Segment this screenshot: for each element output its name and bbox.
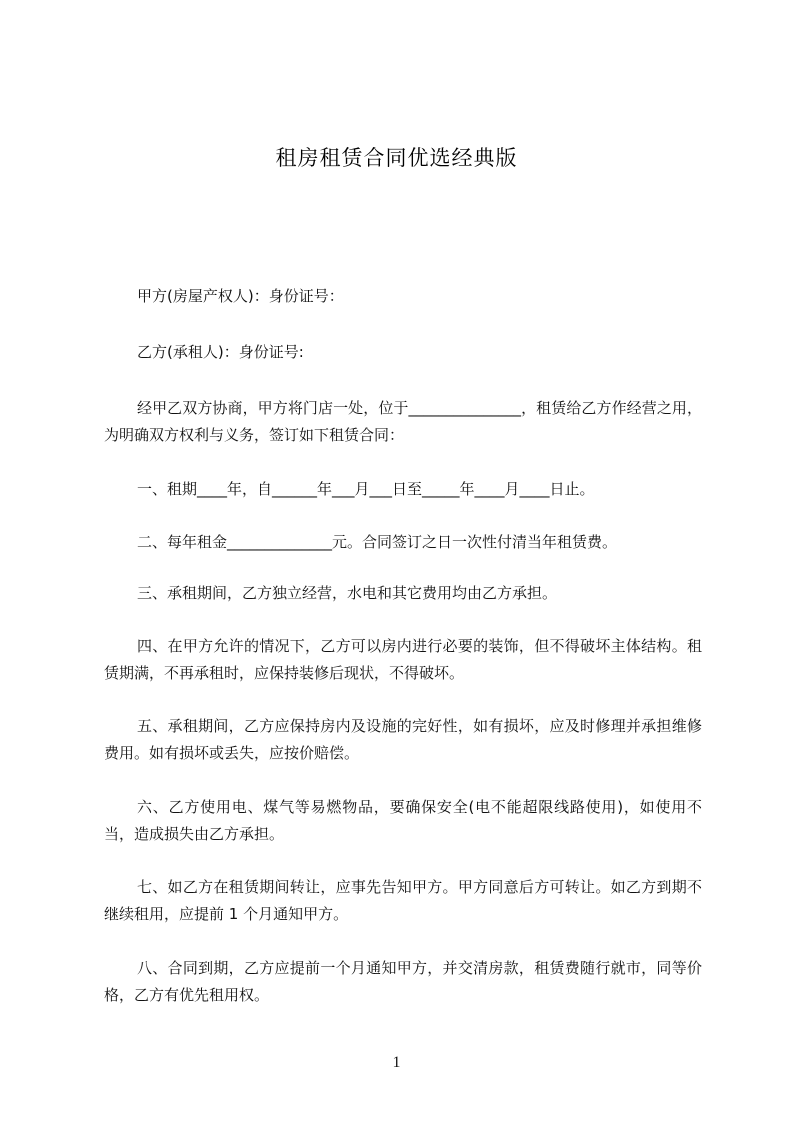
party-b-line: 乙方(承租人)：身份证号: <box>137 343 304 361</box>
party-a-line: 甲方(房屋产权人)：身份证号： <box>137 287 344 305</box>
document-title: 租房租赁合同优选经典版 <box>275 146 518 170</box>
clause-8: 八、合同到期，乙方应提前一个月通知甲方，并交清房款，租赁费随行就市，同等价格，乙方有优先租用权。 <box>104 959 702 1004</box>
clause-3: 三、承租期间，乙方独立经营，水电和其它费用均由乙方承担。 <box>137 584 558 602</box>
clause-4: 四、在甲方允许的情况下，乙方可以房内进行必要的装饰，但不得破坏主体结构。租赁期满，不再承租时，应保持装修后现状，不得破坏。 <box>104 637 702 682</box>
intro-paragraph: 经甲乙双方协商，甲方将门店一处，位于_______________，租赁给乙方作经营之用，为明确双方权利与义务，签订如下租赁合同： <box>104 399 702 444</box>
clause-2: 二、每年租金______________元。合同签订之日一次性付清当年租赁费。 <box>137 533 618 551</box>
page-number: 1 <box>392 1054 401 1071</box>
clause-5: 五、承租期间，乙方应保持房内及设施的完好性，如有损坏，应及时修理并承担维修费用。如有损坏或丢失，应按价赔偿。 <box>104 717 702 762</box>
clause-1: 一、租期____年，自______年___月___日至_____年____月____日止。 <box>137 480 595 498</box>
clause-6: 六、乙方使用电、煤气等易燃物品，要确保安全(电不能超限线路使用)，如使用不当，造成损失由乙方承担。 <box>104 798 702 843</box>
clause-7: 七、如乙方在租赁期间转让，应事先告知甲方。甲方同意后方可转让。如乙方到期不继续租用，应提前 1 个月通知甲方。 <box>104 878 702 923</box>
